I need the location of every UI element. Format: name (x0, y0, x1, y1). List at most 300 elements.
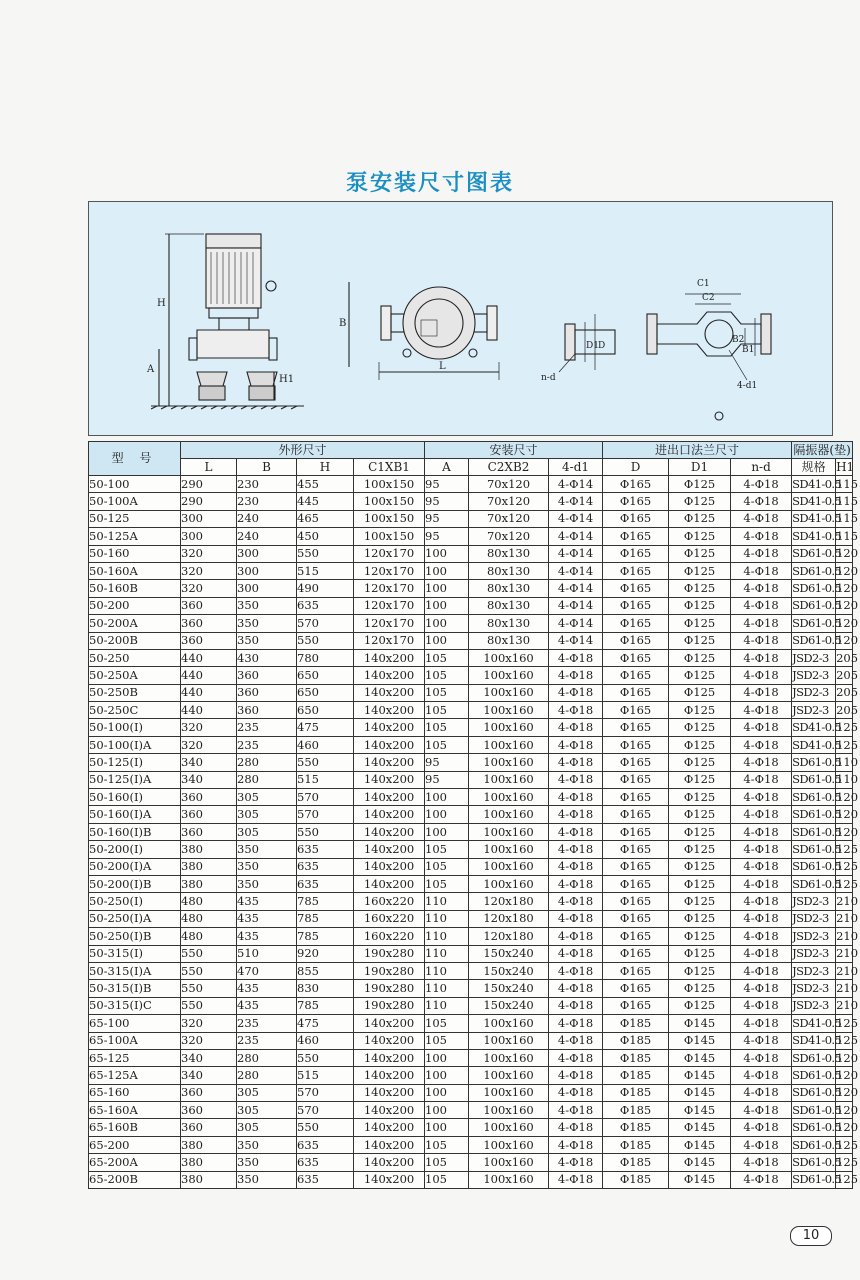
cell-b: 435 (237, 980, 297, 997)
cell-h1: 210 (836, 928, 853, 945)
cell-b: 305 (237, 789, 297, 806)
cell-b: 435 (237, 910, 297, 927)
cell-model: 50-125 (89, 510, 181, 527)
cell-4-d1: 4-Φ18 (549, 649, 603, 666)
cell-c2xb2: 100x160 (469, 667, 549, 684)
cell-b: 350 (237, 615, 297, 632)
bolt-hole-left (403, 349, 411, 357)
cell-d1: Φ125 (669, 493, 731, 510)
cell-b: 350 (237, 858, 297, 875)
cell-h: 635 (297, 1136, 354, 1153)
cell-c1xb1: 120x170 (354, 545, 425, 562)
cell-spec: SD61-0.5 (792, 771, 836, 788)
cell-n-d: 4-Φ18 (731, 1154, 792, 1171)
cell-a: 105 (425, 1015, 469, 1032)
cell-c2xb2: 100x160 (469, 1032, 549, 1049)
cell-c2xb2: 80x130 (469, 545, 549, 562)
cell-h: 515 (297, 562, 354, 579)
cell-c1xb1: 160x220 (354, 928, 425, 945)
cell-h: 570 (297, 1084, 354, 1101)
cell-d: Φ165 (603, 997, 669, 1014)
table-row (89, 719, 853, 736)
cell-c2xb2: 150x240 (469, 980, 549, 997)
cell-n-d: 4-Φ18 (731, 528, 792, 545)
cell-h: 515 (297, 1067, 354, 1084)
cell-h1: 205 (836, 702, 853, 719)
header-flange-dimensions: 进出口法兰尺寸 (603, 442, 792, 459)
cell-h1: 125 (836, 858, 853, 875)
base-flange-right (761, 314, 771, 354)
cell-l: 360 (181, 823, 237, 840)
cell-model: 50-100 (89, 476, 181, 493)
cell-4-d1: 4-Φ18 (549, 1049, 603, 1066)
cell-a: 95 (425, 510, 469, 527)
cell-d: Φ185 (603, 1119, 669, 1136)
cell-h1: 120 (836, 806, 853, 823)
cell-4-d1: 4-Φ18 (549, 806, 603, 823)
label-h: H (157, 298, 166, 309)
cell-l: 340 (181, 1067, 237, 1084)
cell-h1: 125 (836, 1015, 853, 1032)
cell-h: 490 (297, 580, 354, 597)
bolt-hole-right (469, 349, 477, 357)
corner-mark (715, 412, 723, 420)
cell-4-d1: 4-Φ14 (549, 562, 603, 579)
cell-d1: Φ125 (669, 962, 731, 979)
cell-l: 360 (181, 632, 237, 649)
cell-l: 550 (181, 980, 237, 997)
table-row (89, 1067, 853, 1084)
table-row (89, 510, 853, 527)
cell-model: 50-250B (89, 684, 181, 701)
cell-b: 240 (237, 510, 297, 527)
cell-spec: SD41-0.5 (792, 1015, 836, 1032)
cell-d1: Φ145 (669, 1136, 731, 1153)
installation-diagram (88, 201, 833, 436)
cell-spec: SD61-0.5 (792, 1136, 836, 1153)
cell-4-d1: 4-Φ18 (549, 754, 603, 771)
label-h1: H1 (279, 374, 295, 385)
cell-d: Φ165 (603, 649, 669, 666)
motor-flange (209, 308, 258, 318)
cell-n-d: 4-Φ18 (731, 736, 792, 753)
cell-c1xb1: 140x200 (354, 858, 425, 875)
cell-d1: Φ145 (669, 1119, 731, 1136)
cell-h1: 120 (836, 1084, 853, 1101)
label-a: A (147, 364, 155, 375)
col-d: D (603, 459, 669, 476)
cell-model: 50-125A (89, 528, 181, 545)
cell-model: 65-200B (89, 1171, 181, 1188)
cell-model: 50-200(I)B (89, 875, 181, 892)
cell-b: 305 (237, 1102, 297, 1119)
col-4-d1: 4-d1 (549, 459, 603, 476)
cell-spec: SD61-0.5 (792, 615, 836, 632)
cell-model: 50-100(I) (89, 719, 181, 736)
cell-model: 50-315(I)A (89, 962, 181, 979)
cell-c1xb1: 100x150 (354, 528, 425, 545)
cell-d1: Φ125 (669, 719, 731, 736)
cell-c2xb2: 100x160 (469, 875, 549, 892)
label-b2: B2 (732, 335, 745, 345)
cell-4-d1: 4-Φ18 (549, 962, 603, 979)
cell-h1: 120 (836, 1102, 853, 1119)
cell-b: 360 (237, 702, 297, 719)
cell-spec: SD41-0.5 (792, 719, 836, 736)
cell-h1: 120 (836, 615, 853, 632)
cell-model: 50-315(I)C (89, 997, 181, 1014)
cell-spec: SD61-0.5 (792, 1067, 836, 1084)
table-row (89, 1102, 853, 1119)
cell-l: 440 (181, 702, 237, 719)
cell-d: Φ165 (603, 980, 669, 997)
cell-a: 100 (425, 1084, 469, 1101)
cell-a: 105 (425, 875, 469, 892)
cell-d1: Φ125 (669, 580, 731, 597)
cell-c1xb1: 140x200 (354, 1119, 425, 1136)
cell-model: 50-200 (89, 597, 181, 614)
cell-model: 50-200(I)A (89, 858, 181, 875)
cell-l: 550 (181, 945, 237, 962)
cell-n-d: 4-Φ18 (731, 806, 792, 823)
cell-spec: SD41-0.5 (792, 736, 836, 753)
cell-b: 305 (237, 806, 297, 823)
label-c2: C2 (702, 293, 715, 303)
cell-n-d: 4-Φ18 (731, 719, 792, 736)
cell-l: 320 (181, 580, 237, 597)
cell-b: 235 (237, 719, 297, 736)
cell-n-d: 4-Φ18 (731, 928, 792, 945)
table-row (89, 997, 853, 1014)
col-l: L (181, 459, 237, 476)
cell-d1: Φ125 (669, 736, 731, 753)
cell-spec: SD41-0.5 (792, 1032, 836, 1049)
cell-h1: 125 (836, 1032, 853, 1049)
label-nd: n-d (541, 373, 556, 383)
cell-d: Φ165 (603, 962, 669, 979)
cell-a: 105 (425, 719, 469, 736)
cell-l: 290 (181, 493, 237, 510)
table-row (89, 545, 853, 562)
table-row (89, 632, 853, 649)
cell-d: Φ165 (603, 684, 669, 701)
cell-spec: SD61-0.5 (792, 789, 836, 806)
cell-n-d: 4-Φ18 (731, 754, 792, 771)
cell-d1: Φ125 (669, 632, 731, 649)
cell-h1: 125 (836, 875, 853, 892)
cell-h1: 125 (836, 736, 853, 753)
cell-n-d: 4-Φ18 (731, 858, 792, 875)
cell-a: 100 (425, 597, 469, 614)
cell-c2xb2: 100x160 (469, 1102, 549, 1119)
cell-h1: 210 (836, 893, 853, 910)
label-4d1: 4-d1 (737, 381, 758, 391)
cell-a: 95 (425, 476, 469, 493)
cell-h: 635 (297, 841, 354, 858)
cell-b: 305 (237, 823, 297, 840)
cell-4-d1: 4-Φ18 (549, 910, 603, 927)
cell-spec: SD61-0.5 (792, 1154, 836, 1171)
cell-model: 50-250C (89, 702, 181, 719)
cell-b: 360 (237, 684, 297, 701)
label-l: L (439, 361, 446, 372)
cell-4-d1: 4-Φ18 (549, 823, 603, 840)
cell-a: 100 (425, 1049, 469, 1066)
cell-h: 475 (297, 719, 354, 736)
cell-spec: JSD2-3 (792, 980, 836, 997)
cell-a: 100 (425, 1119, 469, 1136)
cell-c2xb2: 80x130 (469, 597, 549, 614)
cell-c1xb1: 160x220 (354, 893, 425, 910)
cell-d: Φ165 (603, 928, 669, 945)
table-header-column-row (89, 459, 853, 476)
cell-model: 65-100A (89, 1032, 181, 1049)
cell-l: 340 (181, 754, 237, 771)
cell-a: 105 (425, 841, 469, 858)
cell-d1: Φ145 (669, 1049, 731, 1066)
cell-d1: Φ125 (669, 684, 731, 701)
cell-d1: Φ125 (669, 545, 731, 562)
cell-a: 100 (425, 823, 469, 840)
cell-c2xb2: 120x180 (469, 910, 549, 927)
cell-d: Φ165 (603, 754, 669, 771)
cell-4-d1: 4-Φ18 (549, 893, 603, 910)
cell-model: 50-160(I)B (89, 823, 181, 840)
cell-h1: 125 (836, 1136, 853, 1153)
table-row (89, 754, 853, 771)
table-row (89, 562, 853, 579)
cell-model: 65-125 (89, 1049, 181, 1066)
table-row (89, 493, 853, 510)
cell-d: Φ165 (603, 702, 669, 719)
cell-h: 635 (297, 875, 354, 892)
cell-d: Φ165 (603, 945, 669, 962)
cell-n-d: 4-Φ18 (731, 1015, 792, 1032)
cell-4-d1: 4-Φ18 (549, 667, 603, 684)
table-row (89, 649, 853, 666)
cell-h1: 120 (836, 562, 853, 579)
cell-h1: 115 (836, 493, 853, 510)
cell-h1: 120 (836, 1119, 853, 1136)
pump-bracket (219, 318, 249, 330)
cell-model: 50-160A (89, 562, 181, 579)
cell-a: 105 (425, 1136, 469, 1153)
cell-spec: SD41-0.5 (792, 528, 836, 545)
cell-d: Φ165 (603, 910, 669, 927)
cell-c1xb1: 140x200 (354, 719, 425, 736)
cell-h: 785 (297, 893, 354, 910)
cell-c1xb1: 140x200 (354, 702, 425, 719)
cell-a: 110 (425, 997, 469, 1014)
cell-4-d1: 4-Φ18 (549, 702, 603, 719)
cell-l: 480 (181, 928, 237, 945)
cell-b: 435 (237, 893, 297, 910)
table-row (89, 1032, 853, 1049)
cell-4-d1: 4-Φ18 (549, 1171, 603, 1188)
pump-casing (197, 330, 269, 358)
cell-spec: SD61-0.5 (792, 841, 836, 858)
cell-l: 290 (181, 476, 237, 493)
cell-h: 650 (297, 667, 354, 684)
top-flange-right (487, 306, 497, 340)
cell-model: 50-160(I)A (89, 806, 181, 823)
table-row (89, 1084, 853, 1101)
cell-model: 50-250A (89, 667, 181, 684)
cell-d1: Φ125 (669, 615, 731, 632)
cell-d: Φ165 (603, 580, 669, 597)
cell-a: 105 (425, 684, 469, 701)
cell-4-d1: 4-Φ14 (549, 615, 603, 632)
cell-a: 105 (425, 667, 469, 684)
cell-a: 95 (425, 771, 469, 788)
cell-c2xb2: 70x120 (469, 510, 549, 527)
cell-d1: Φ125 (669, 806, 731, 823)
cell-spec: SD61-0.5 (792, 1084, 836, 1101)
cell-n-d: 4-Φ18 (731, 649, 792, 666)
cell-h1: 120 (836, 597, 853, 614)
cell-l: 380 (181, 1136, 237, 1153)
cell-model: 50-250(I) (89, 893, 181, 910)
cell-n-d: 4-Φ18 (731, 597, 792, 614)
cell-d: Φ165 (603, 562, 669, 579)
cell-d: Φ185 (603, 1171, 669, 1188)
cell-4-d1: 4-Φ18 (549, 1015, 603, 1032)
table-row (89, 1119, 853, 1136)
table-row (89, 928, 853, 945)
cell-c2xb2: 100x160 (469, 858, 549, 875)
header-vibration-isolator: 隔振器(垫) (793, 442, 851, 457)
table-row (89, 858, 853, 875)
label-d: D (598, 341, 606, 351)
cell-a: 105 (425, 702, 469, 719)
cell-c1xb1: 120x170 (354, 580, 425, 597)
cell-h1: 205 (836, 649, 853, 666)
cell-n-d: 4-Φ18 (731, 1136, 792, 1153)
col-b: B (237, 459, 297, 476)
cell-c2xb2: 120x180 (469, 928, 549, 945)
cell-h: 785 (297, 997, 354, 1014)
col-c1xb1: C1XB1 (354, 459, 425, 476)
cell-l: 320 (181, 719, 237, 736)
cell-spec: JSD2-3 (792, 945, 836, 962)
cell-n-d: 4-Φ18 (731, 476, 792, 493)
label-c1: C1 (697, 279, 710, 289)
cell-n-d: 4-Φ18 (731, 580, 792, 597)
cell-c1xb1: 140x200 (354, 771, 425, 788)
table-row (89, 684, 853, 701)
cell-h: 460 (297, 736, 354, 753)
cell-c2xb2: 150x240 (469, 945, 549, 962)
cell-d: Φ165 (603, 545, 669, 562)
cell-h1: 120 (836, 1067, 853, 1084)
table-row (89, 806, 853, 823)
cell-h: 550 (297, 1119, 354, 1136)
cell-c2xb2: 120x180 (469, 893, 549, 910)
label-d1: D1 (586, 341, 599, 351)
table-row (89, 528, 853, 545)
cell-c1xb1: 140x200 (354, 1067, 425, 1084)
cell-d: Φ165 (603, 667, 669, 684)
cell-l: 440 (181, 684, 237, 701)
cell-d: Φ165 (603, 823, 669, 840)
cell-model: 50-100A (89, 493, 181, 510)
cell-d: Φ165 (603, 476, 669, 493)
cell-a: 105 (425, 736, 469, 753)
cell-d: Φ185 (603, 1136, 669, 1153)
cell-c1xb1: 140x200 (354, 754, 425, 771)
cell-l: 360 (181, 1119, 237, 1136)
cell-c2xb2: 100x160 (469, 649, 549, 666)
cell-c1xb1: 140x200 (354, 649, 425, 666)
cell-l: 340 (181, 771, 237, 788)
cell-model: 65-200A (89, 1154, 181, 1171)
cell-c2xb2: 100x160 (469, 1049, 549, 1066)
table-row (89, 945, 853, 962)
cell-l: 380 (181, 1154, 237, 1171)
cell-d1: Φ125 (669, 841, 731, 858)
cell-d: Φ165 (603, 597, 669, 614)
cell-h1: 125 (836, 719, 853, 736)
cell-h1: 210 (836, 962, 853, 979)
cell-a: 105 (425, 1032, 469, 1049)
cell-4-d1: 4-Φ18 (549, 1119, 603, 1136)
foot-left (197, 372, 227, 386)
outlet-flange (269, 338, 277, 360)
table-row (89, 1171, 853, 1188)
cell-d1: Φ125 (669, 562, 731, 579)
cell-l: 360 (181, 1084, 237, 1101)
inlet-flange (189, 338, 197, 360)
cell-d1: Φ125 (669, 858, 731, 875)
table-row (89, 580, 853, 597)
cell-4-d1: 4-Φ18 (549, 1084, 603, 1101)
cell-d: Φ165 (603, 719, 669, 736)
cell-n-d: 4-Φ18 (731, 980, 792, 997)
cell-d1: Φ145 (669, 1171, 731, 1188)
cell-n-d: 4-Φ18 (731, 615, 792, 632)
base-flange-left (647, 314, 657, 354)
table-row (89, 980, 853, 997)
cell-b: 470 (237, 962, 297, 979)
cell-model: 50-200B (89, 632, 181, 649)
cell-c1xb1: 140x200 (354, 823, 425, 840)
cell-d1: Φ145 (669, 1015, 731, 1032)
cell-b: 430 (237, 649, 297, 666)
cell-l: 380 (181, 858, 237, 875)
cell-d1: Φ125 (669, 754, 731, 771)
cell-b: 230 (237, 476, 297, 493)
cell-4-d1: 4-Φ18 (549, 1136, 603, 1153)
cell-c2xb2: 100x160 (469, 702, 549, 719)
cell-d1: Φ125 (669, 980, 731, 997)
cell-h1: 125 (836, 841, 853, 858)
cell-h1: 115 (836, 510, 853, 527)
cell-h1: 205 (836, 667, 853, 684)
cell-spec: JSD2-3 (792, 910, 836, 927)
cell-h: 550 (297, 545, 354, 562)
table-row (89, 841, 853, 858)
cell-4-d1: 4-Φ14 (549, 597, 603, 614)
cell-h: 515 (297, 771, 354, 788)
cell-a: 100 (425, 562, 469, 579)
cell-a: 110 (425, 910, 469, 927)
cell-4-d1: 4-Φ14 (549, 510, 603, 527)
col-h: H (297, 459, 354, 476)
header-model: 型 号 (89, 442, 181, 476)
cell-h: 650 (297, 684, 354, 701)
cell-h: 635 (297, 597, 354, 614)
cell-n-d: 4-Φ18 (731, 684, 792, 701)
